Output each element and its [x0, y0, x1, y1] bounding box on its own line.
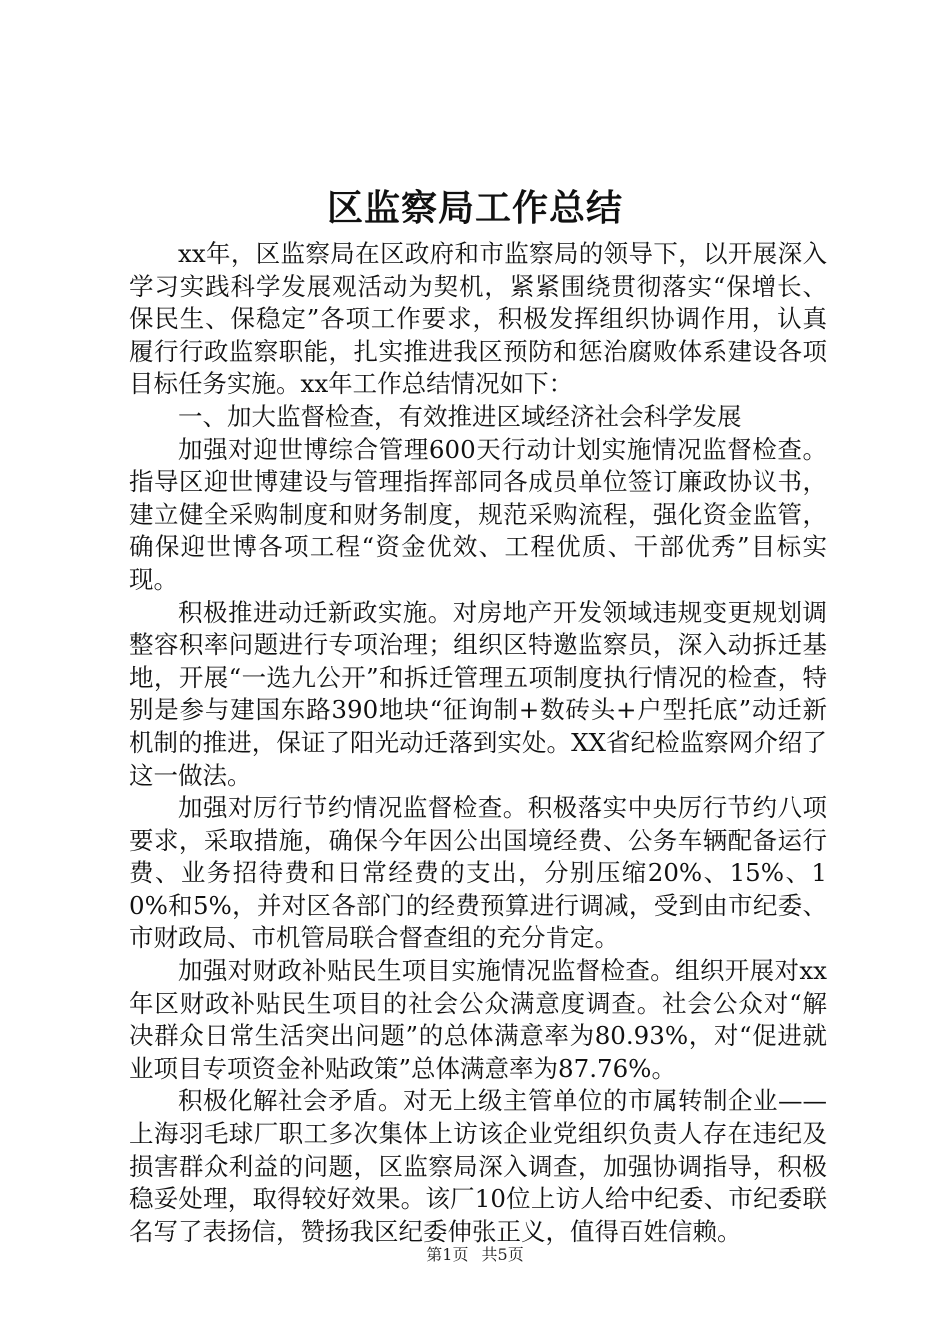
document-body — [129, 238, 827, 1248]
paragraph-intro: xx年，区监察局在区政府和市监察局的领导下，以开展深入学习实践科学发展观活动为契机，紧紧围绕贯彻落实“保增长、保民生、保稳定”各项工作要求，积极发挥组织协调作用，认真履行行政监察职能，扎实推进我区预防和惩治腐败体系建设各项目标任务实施。xx年工作总结情况如下： — [129, 239, 827, 399]
section-heading: 一、加大监督检查，有效推进区域经济社会科学发展 — [178, 401, 742, 431]
paragraph-expo-supervision: 加强对迎世博综合管理600天行动计划实施情况监督检查。指导区迎世博建设与管理指挥部同各成员单位签订廉政协议书，建立健全采购制度和财务制度，规范采购流程，强化资金监管，确保迎世博各项工程“资金优效、工程优质、干部优秀”目标实现。 — [129, 434, 827, 594]
paragraph-frugality: 加强对厉行节约情况监督检查。积极落实中央厉行节约八项要求，采取措施，确保今年因公出国境经费、公务车辆配备运行费、业务招待费和日常经费的支出，分别压缩20%、15%、10%和5%，并对区各部门的经费预算进行调减，受到由市纪委、市财政局、市机管局联合督查组的充分肯定。 — [129, 793, 827, 953]
paragraph-social-conflicts: 积极化解社会矛盾。对无上级主管单位的市属转制企业——上海羽毛球厂职工多次集体上访该企业党组织负责人存在违纪及损害群众利益的问题，区监察局深入调查，加强协调指导，积极稳妥处理，取得较好效果。该厂10位上访人给中纪委、市纪委联名写了表扬信，赞扬我区纪委伸张正义，值得百姓信赖。 — [129, 1086, 827, 1246]
paragraph-relocation-policy: 积极推进动迁新政实施。对房地产开发领域违规变更规划调整容积率问题进行专项治理；组织区特邀监察员，深入动拆迁基地，开展“一选九公开”和拆迁管理五项制度执行情况的检查，特别是参与建国东路390地块“征询制+数砖头+户型托底”动迁新机制的推进，保证了阳光动迁落到实处。XX省纪检监察网介绍了这一做法。 — [129, 597, 827, 790]
paragraph-livelihood-subsidy: 加强对财政补贴民生项目实施情况监督检查。组织开展对xx年区财政补贴民生项目的社会公众满意度调查。社会公众对“解决群众日常生活突出问题”的总体满意率为80.93%，对“促进就业项目专项资金补贴政策”总体满意率为87.76%。 — [129, 956, 827, 1083]
page-footer — [0, 1244, 950, 1266]
page-number-total: 共5页 — [481, 1245, 524, 1264]
document-title: 区监察局工作总结 — [326, 187, 623, 229]
page-number-current: 第1页 — [426, 1245, 469, 1264]
